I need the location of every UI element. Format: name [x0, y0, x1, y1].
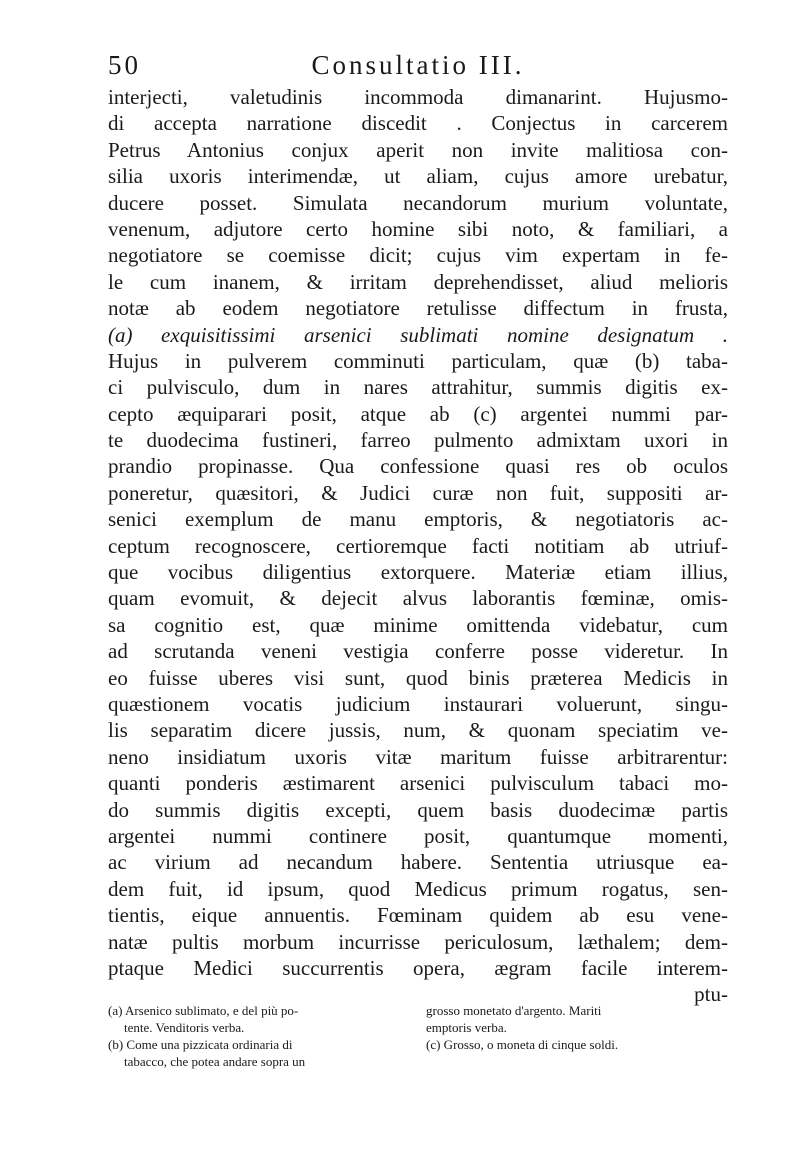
text-line: que vocibus diligentius extorquere. Materiæ etiam illius,: [108, 560, 728, 585]
main-text: [108, 84, 728, 1008]
text-line: natæ pultis morbum incurrisse periculosum, læthalem; dem-: [108, 929, 728, 954]
text-line: interjecti, valetudinis incommoda dimanarint. Hujusmo-: [108, 85, 728, 109]
text-line: ci pulvisculo, dum in nares attrahitur, summis digitis ex-: [108, 375, 728, 400]
text-line: ad scrutanda veneni vestigia conferre posse videretur. In: [108, 639, 728, 664]
text-line: ceptum recognoscere, certioremque facti notitiam ab utriuf-: [108, 533, 728, 558]
footnotes-left-column: [108, 1002, 408, 1070]
text-line: notæ ab eodem negotiatore retulisse diffectum in frusta,: [108, 296, 728, 321]
text-line: Hujus in pulverem comminuti particulam, quæ (b) taba-: [108, 348, 728, 373]
footnote-line: (c) Grosso, o moneta di cinque soldi.: [426, 1037, 619, 1052]
text-line: eo fuisse uberes visi sunt, quod binis præterea Medicis in: [108, 665, 728, 690]
text-line: silia uxoris interimendæ, ut aliam, cujus amore urebatur,: [108, 164, 728, 189]
footnote-line: (a) Arsenico sublimato, e del più po-: [108, 1003, 299, 1018]
catchword: ptu-: [694, 982, 728, 1007]
text-line: le cum inanem, & irritam deprehendisset, aliud melioris: [108, 269, 728, 294]
text-line: Petrus Antonius conjux aperit non invite malitiosa con-: [108, 137, 728, 162]
text-line: quanti ponderis æstimarent arsenici pulvisculum tabaci mo-: [108, 771, 728, 796]
text-line: sa cognitio est, quæ minime omittenda videbatur, cum: [108, 612, 728, 637]
footnote-line: (b) Come una pizzicata ordinaria di: [108, 1037, 293, 1052]
running-title: Consultatio III.: [311, 50, 525, 80]
text-line: ac virium ad necandum habere. Sententia utriusque ea-: [108, 850, 728, 875]
text-line: poneretur, quæsitori, & Judici curæ non fuit, suppositi ar-: [108, 480, 728, 505]
footnote-line: tabacco, che potea andare sopra un: [124, 1054, 306, 1069]
page-number: 50: [108, 50, 141, 80]
text-line: venenum, adjutore certo homine sibi noto, & familiari, a: [108, 216, 728, 241]
text-line: tientis, eique annuentis. Fœminam quidem ab esu vene-: [108, 903, 728, 928]
text-line: quæstionem vocatis judicium instaurari voluerunt, singu-: [108, 691, 728, 716]
text-line: neno insidiatum uxoris vitæ maritum fuisse arbitrarentur:: [108, 744, 728, 769]
text-line: di accepta narratione discedit . Conjectus in carcerem: [108, 111, 728, 136]
text-line: lis separatim dicere jussis, num, & quonam speciatim ve-: [108, 718, 728, 743]
footnote-line: tente. Venditoris verba.: [124, 1020, 245, 1035]
page-header: [108, 50, 728, 86]
text-line: argentei nummi continere posit, quantumque momenti,: [108, 823, 728, 848]
text-line: senici exemplum de manu emptoris, & negotiatoris ac-: [108, 507, 728, 532]
text-line: te duodecima fustineri, farreo pulmento admixtam uxori in: [108, 428, 728, 453]
text-line: (a) exquisitissimi arsenici sublimati nomine designatum .: [108, 322, 728, 347]
footnote-line: grosso monetato d'argento. Mariti: [426, 1003, 602, 1018]
text-line: negotiatore se coemisse dicit; cujus vim expertam in fe-: [108, 243, 728, 268]
text-line: dem fuit, id ipsum, quod Medicus primum rogatus, sen-: [108, 876, 728, 901]
footnotes-right-column: [426, 1002, 726, 1053]
text-line: cepto æquiparari posit, atque ab (c) argentei nummi par-: [108, 401, 728, 426]
text-line: quam evomuit, & dejecit alvus laborantis fœminæ, omis-: [108, 586, 728, 611]
text-line: ptaque Medici succurrentis opera, ægram facile interem-: [108, 955, 728, 980]
text-line: ducere posset. Simulata necandorum murium voluntate,: [108, 190, 728, 215]
text-line: do summis digitis excepti, quem basis duodecimæ partis: [108, 797, 728, 822]
text-line: prandio propinasse. Qua confessione quasi res ob oculos: [108, 454, 728, 479]
footnote-line: emptoris verba.: [426, 1020, 507, 1035]
